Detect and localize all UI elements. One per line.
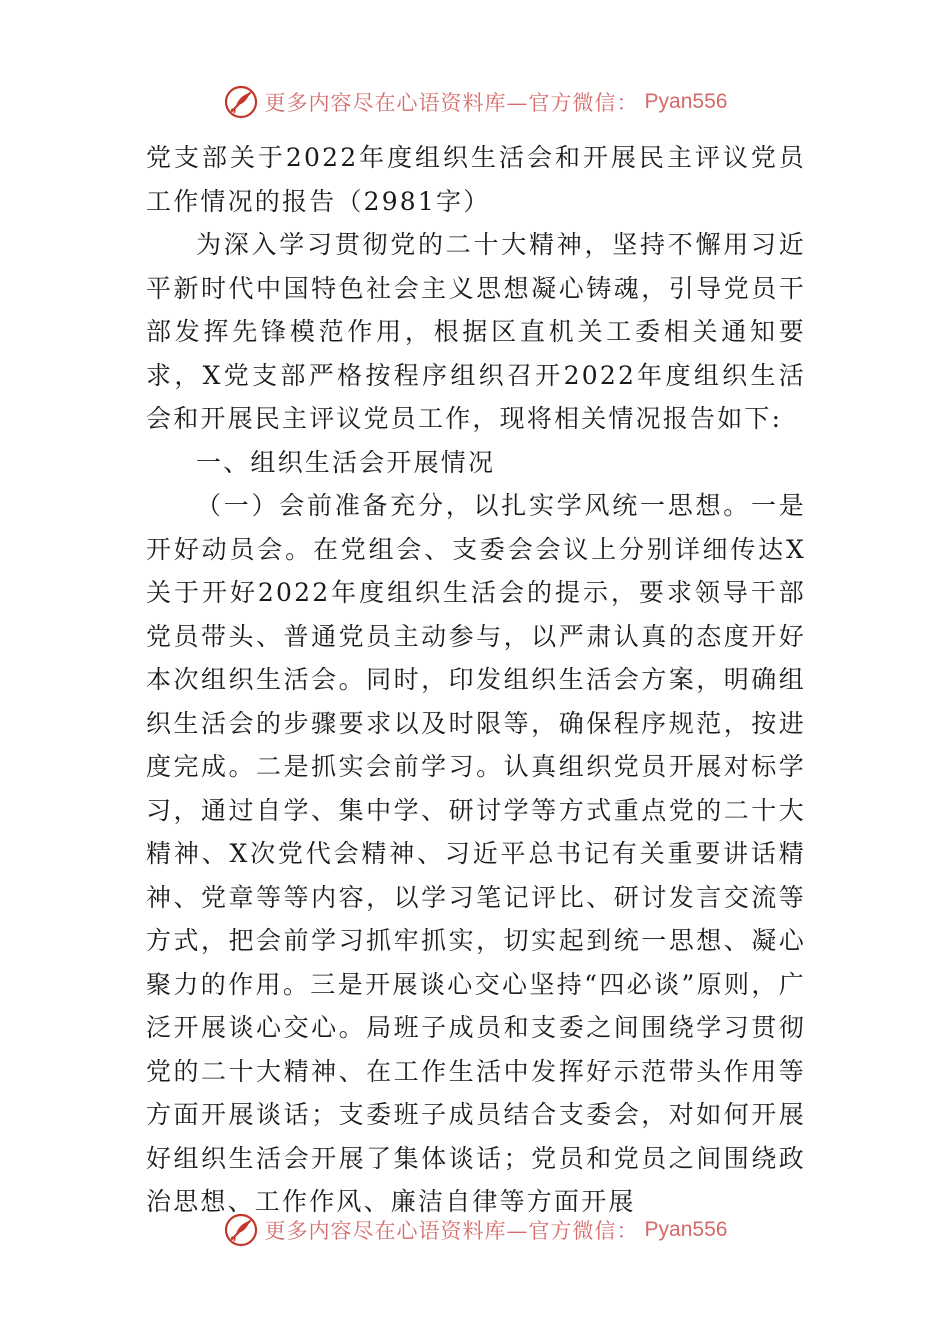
watermark-wechat-id: Pyan556 (644, 90, 728, 113)
watermark-text: 更多内容尽在心语资料库—官方微信： (264, 91, 639, 115)
quill-logo-icon (223, 84, 259, 120)
quill-logo-icon (223, 1212, 259, 1248)
watermark-text: 更多内容尽在心语资料库—官方微信： (264, 1219, 639, 1243)
document-body (146, 136, 806, 1224)
intro-paragraph: 为深入学习贯彻党的二十大精神，坚持不懈用习近平新时代中国特色社会主义思想凝心铸魂，引导党员干部发挥先锋模范作用，根据区直机关工委相关通知要求，X党支部严格按程序组织召开2022年度组织生活会和开展民主评议党员工作，现将相关情况报告如下: (146, 230, 806, 433)
watermark-banner-top (0, 78, 950, 126)
watermark-banner-bottom (0, 1206, 950, 1254)
document-title: 党支部关于2022年度组织生活会和开展民主评议党员工作情况的报告（2981字） (146, 143, 806, 216)
watermark-wechat-id: Pyan556 (644, 1218, 728, 1241)
section-paragraph: （一）会前准备充分，以扎实学风统一思想。一是开好动员会。在党组会、支委会会议上分别详细传达X关于开好2022年度组织生活会的提示，要求领导干部党员带头、普通党员主动参与，以严肃认真的态度开好本次组织生活会。同时，印发组织生活会方案，明确组织生活会的步骤要求以及时限等，确保程序规范，按进度完成。二是抓实会前学习。认真组织党员开展对标学习，通过自学、集中学、研讨学等方式重点党的二十大精神、X次党代会精神、习近平总书记有关重要讲话精神、党章等等内容，以学习笔记评比、研讨发言交流等方式，把会前学习抓牢抓实，切实起到统一思想、凝心聚力的作用。三是开展谈心交心坚持“四必谈”原则，广泛开展谈心交心。局班子成员和支委之间围绕学习贯彻党的二十大精神、在工作生活中发挥好示范带头作用等方面开展谈话；支委班子成员结合支委会，对如何开展好组织生活会开展了集体谈话；党员和党员之间围绕政治思想、工作作风、廉洁自律等方面开展 (146, 491, 806, 1216)
section-heading: 一、组织生活会开展情况 (196, 447, 496, 477)
